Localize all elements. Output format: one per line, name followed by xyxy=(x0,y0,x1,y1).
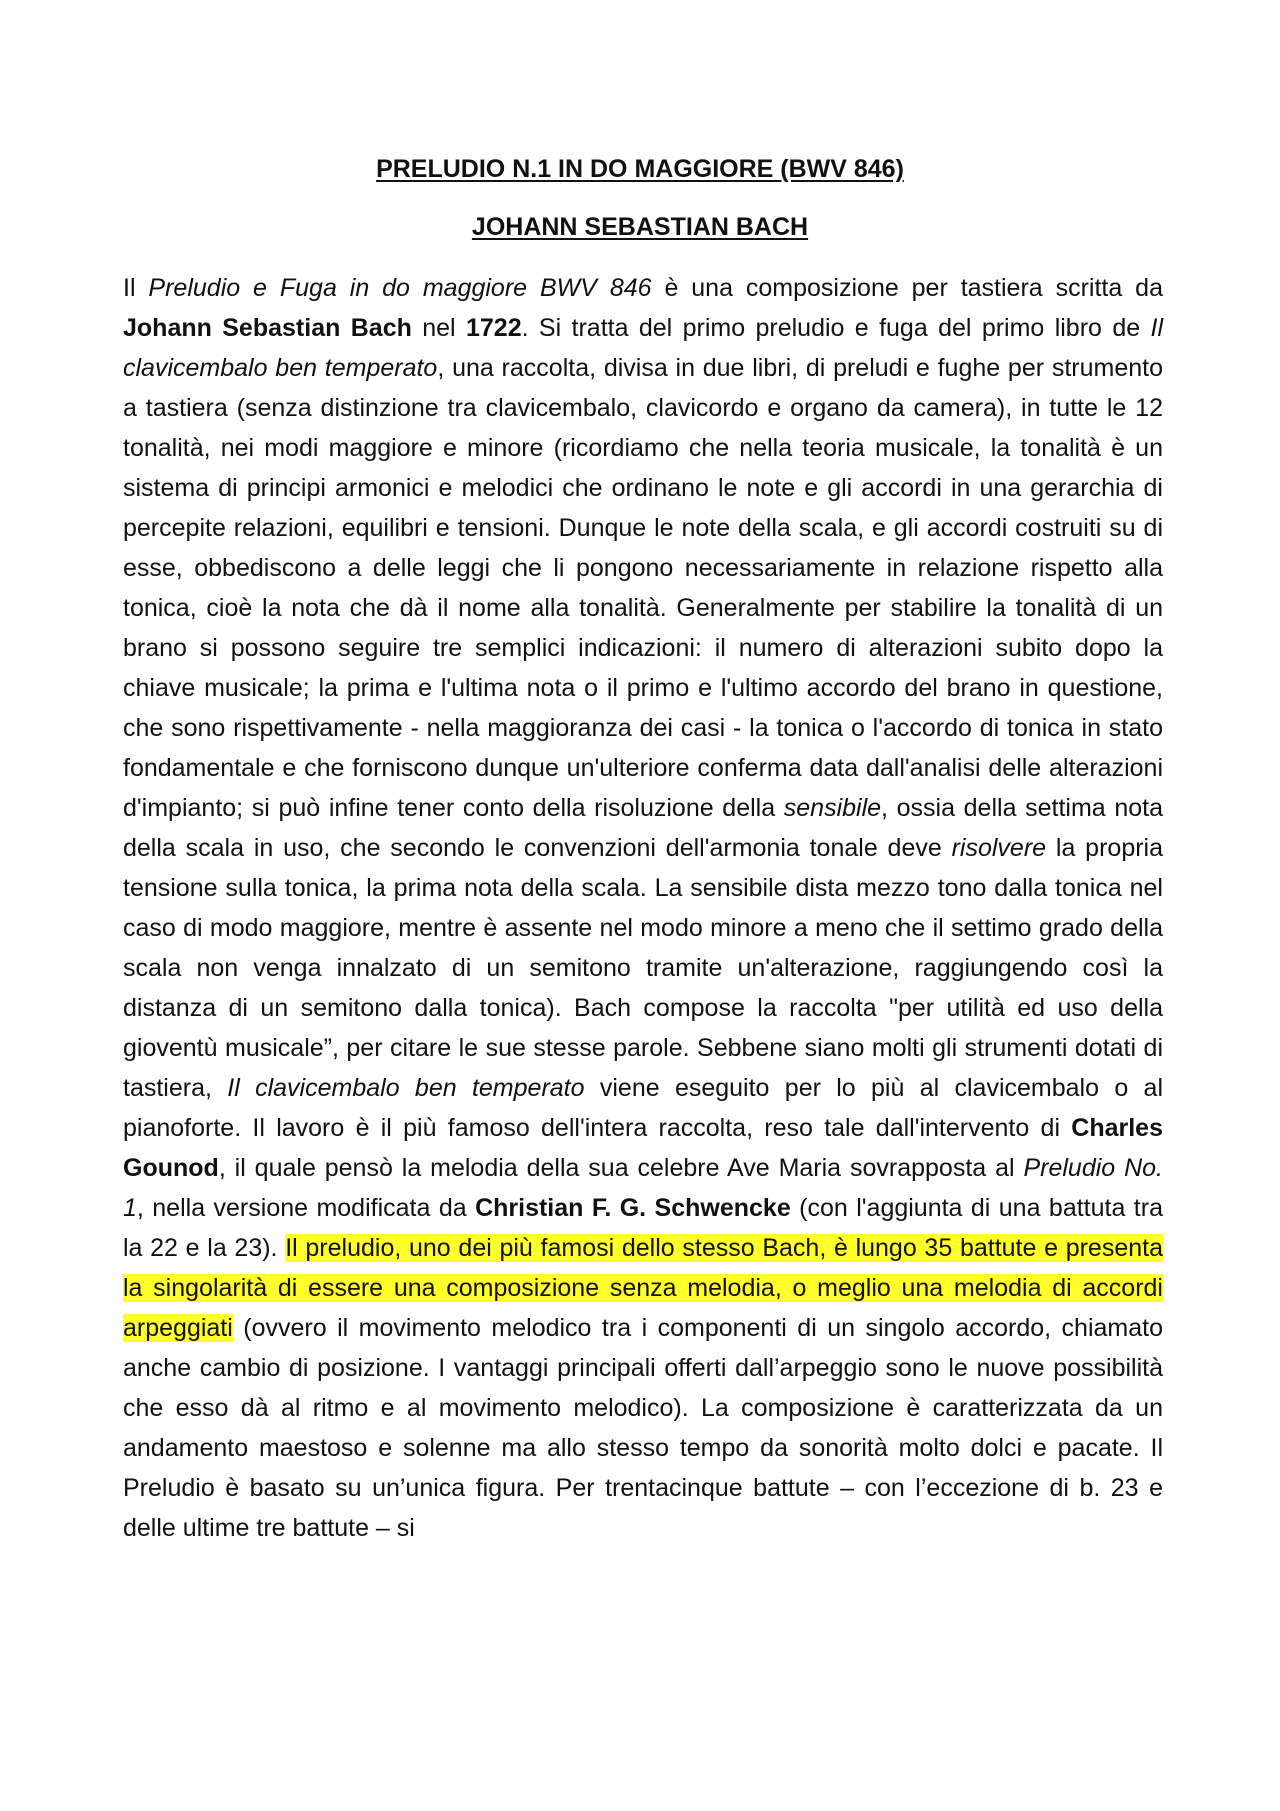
bold-text: Christian F. G. Schwencke xyxy=(475,1194,791,1222)
body-text: (ovvero il movimento melodico tra i componenti di un singolo accordo, chiamato anche cambio di posizione. I vantaggi principali offerti dall’arpeggio sono le nuove possibilità che esso dà al ritmo e al movimento melodico). La composizione è caratterizzata da un andamento maestoso e solenne ma allo stesso tempo da sonorità molto dolci e pacate. Il Preludio è basato su un’unica figura. Per trentacinque battute – con l’eccezione di b. 23 e delle ultime tre battute – si xyxy=(123,1314,1163,1542)
body-text: nel xyxy=(411,314,466,342)
italic-text: Il clavicembalo ben temperato xyxy=(123,314,1163,382)
document-title: PRELUDIO N.1 IN DO MAGGIORE (BWV 846) xyxy=(376,155,904,183)
body-text: (con l'aggiunta di una battuta tra la 22 e la 23). xyxy=(123,1194,1163,1262)
italic-text: Il clavicembalo ben temperato xyxy=(227,1074,585,1102)
body-text: . Si tratta del primo preludio e fuga del primo libro de xyxy=(521,314,1151,342)
italic-text: risolvere xyxy=(951,834,1047,862)
body-text: Il xyxy=(123,274,149,302)
italic-text: Preludio No. 1 xyxy=(123,1154,1163,1222)
italic-text: Preludio e Fuga in do maggiore BWV 846 xyxy=(148,274,652,302)
body-paragraph xyxy=(123,268,1163,1548)
body-text: viene eseguito per lo più al clavicembalo o al pianoforte. Il lavoro è il più famoso dell'intera raccolta, reso tale dall'intervento di xyxy=(123,1074,1164,1142)
highlighted-text: Il preludio, uno dei più famosi dello stesso Bach, è lungo 35 battute e presenta la singolarità di essere una composizione senza melodia, o meglio una melodia di accordi arpeggiati xyxy=(123,1234,1163,1342)
body-text: , il quale pensò la melodia della sua celebre Ave Maria sovrapposta al xyxy=(218,1154,1024,1182)
bold-text: Johann Sebastian Bach xyxy=(123,314,412,342)
body-text: , ossia della settima nota della scala in uso, che secondo le convenzioni dell'armonia tonale deve xyxy=(123,794,1163,862)
bold-text: Charles Gounod xyxy=(123,1114,1163,1182)
body-text: la propria tensione sulla tonica, la prima nota della scala. La sensibile dista mezzo tono dalla tonica nel caso di modo maggiore, mentre è assente nel modo minore a meno che il settimo grado della scala non venga innalzato di un semitono tramite un'alterazione, raggiungendo così la distanza di un semitono dalla tonica). Bach compose la raccolta "per utilità ed uso della gioventù musicale”, per citare le sue stesse parole. Sebbene siano molti gli strumenti dotati di tastiera, xyxy=(123,834,1164,1102)
body-text: , una raccolta, divisa in due libri, di preludi e fughe per strumento a tastiera (senza distinzione tra clavicembalo, clavicordo e organo da camera), in tutte le 12 tonalità, nei modi maggiore e minore (ricordiamo che nella teoria musicale, la tonalità è un sistema di principi armonici e melodici che ordinano le note e gli accordi in una gerarchia di percepite relazioni, equilibri e tensioni. Dunque le note della scala, e gli accordi costruiti su di esse, obbediscono a delle leggi che li pongono necessariamente in relazione rispetto alla tonica, cioè la nota che dà il nome alla tonalità. Generalmente per stabilire la tonalità di un brano si possono seguire tre semplici indicazioni: il numero di alterazioni subito dopo la chiave musicale; la prima e l'ultima nota o il primo e l'ultimo accordo del brano in questione, che sono rispettivamente - nella maggioranza dei casi - la tonica o l'accordo di tonica in stato fondamentale e che forniscono dunque un'ulteriore conferma data dall'analisi delle alterazioni d'impianto; si può infine tener conto della risoluzione della xyxy=(123,354,1163,822)
document-author: JOHANN SEBASTIAN BACH xyxy=(471,213,809,241)
bold-text: 1722 xyxy=(465,314,522,342)
body-text: è una composizione per tastiera scritta da xyxy=(651,274,1163,302)
body-text: , nella versione modificata da xyxy=(136,1194,476,1222)
italic-text: sensibile xyxy=(783,794,882,822)
